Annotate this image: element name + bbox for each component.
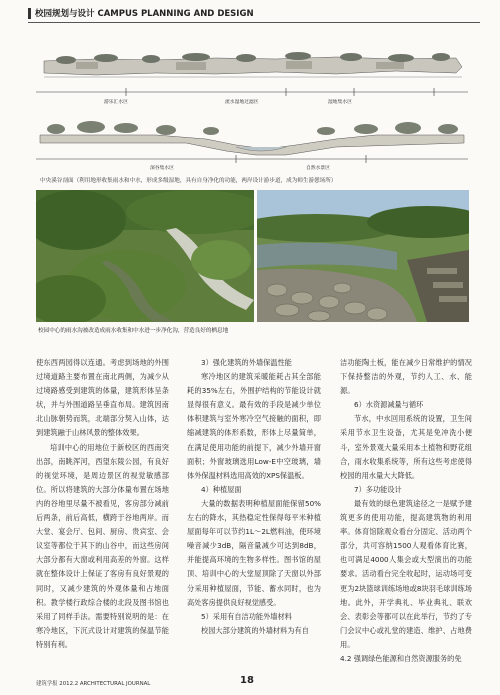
valley-section-drawing xyxy=(36,47,468,187)
section-heading: 4.2 强调绿色能源和自然资源服务的免 xyxy=(340,653,462,663)
subheading: 3）强化建筑的外墙保温性能 xyxy=(201,358,292,367)
zone-label-5: 自然水景区 xyxy=(306,166,330,171)
journal-name: 建筑学报 2012.2 ARCHITECTURAL JOURNAL xyxy=(36,681,151,687)
paragraph: 寒冷地区的建筑采暖能耗占其全部能耗的35%左右，外围护结构的节能设计就显得很有意义。最有效的手段是减少单位体积建筑与室外寒冷空气接触的面积，即缩减建筑的体形系数，形体上尽量简单，在满足使用功能的前提下，减少外墙开窗面积；外窗玻璃选用Low-E中空玻璃，墙体外保温材料选用高效的XPS保温板。 xyxy=(187,372,321,480)
paragraph: 校园大部分建筑的外墙材料为有自 xyxy=(201,625,309,635)
photo-stone-channel xyxy=(257,190,469,322)
paragraph: 使东西两园得以连通。考虑到场地的外围过境道路主要布置在南北两侧，为减少从过境路感受到建筑的体量，建筑形体呈条状，并与外围道路呈垂直布局。建筑因南北山脉朝势而筑，北端部分契入山体，达到建筑融于山林风景的整体效果。 xyxy=(36,358,169,438)
header-bar xyxy=(28,8,31,19)
photo-wetland-aerial xyxy=(36,190,254,322)
paragraph: 培训中心的用地位于新校区的西南突出部，南眺浑河，西望东陵公园，有良好的视觉环境，是周边景区的视觉敏感部位。所以将建筑的大部分体量布置在场地内的谷地里尽量不被看见，客房部分减前后两条，前后高低，横跨于谷地两岸。而大堂、宴会厅、包间、厨房、贵宾室、会议室等都位于其下的山谷中，而这些房间大部分都有大窗或利用高差的外窗。这样就在整体设计上保证了客房有良好景观的同时，又减少建筑的外观体量和占地面积。教学楼行政综合楼的北段及图书馆也采用了同样手法。需要特别说明的是：在寒冷地区，下沉式设计对建筑的保温节能特别有利。 xyxy=(36,442,169,649)
body-text xyxy=(36,356,470,668)
zone-label-4: 深谷集水区 xyxy=(150,166,174,171)
header-rule xyxy=(28,22,480,23)
zone-label-1: 游乐汇水区 xyxy=(104,100,128,105)
zone-label-3: 湿地集水区 xyxy=(328,100,352,105)
column-1 xyxy=(36,356,169,652)
zone-label-2: 流水湿地过滤区 xyxy=(225,100,259,105)
page-number: 18 xyxy=(240,675,254,686)
paragraph: 最有效的绿色建筑途径之一是赋予建筑更多的使用功能，提高建筑物的利用率。体育馆除观众看台分固定、活动两个部分，共可容纳1500人观看体育比赛，也可满足4000人集会或大型演出的功能要求。活动看台完全收起时，运动场可变更为2块篮球训练场地或8块羽毛球训练场地。此外，开学典礼、毕业典礼、联欢会、表彰会等都可以在此举行，节约了专门会议中心或礼堂的建造、维护、占地费用。 xyxy=(340,498,472,649)
column-3 xyxy=(340,356,472,666)
page-header xyxy=(28,6,480,22)
subheading: 4）种植屋面 xyxy=(201,484,242,494)
paragraph: 洁功能陶土板，能在减少日常维护的情况下保持整洁的外观，节约人工、水、能源。 xyxy=(340,358,472,396)
subheading: 6）水资源减量与循环 xyxy=(354,400,424,410)
subheading: 5）采用有自洁功能外墙材料 xyxy=(201,611,292,621)
page-footer xyxy=(36,677,466,689)
paragraph: 大量的数据表明种植屋面能保留50%左右的降水，其热稳定性保得每平米种植屋面每年可以节约1L～2L燃料油，使环境噪音减少3dB，隔音量减少可达到8dB，并能提高环境的生物多样性。图书馆的屋顶、培训中心的大堂屋顶除了天窗以外部分采用种植屋面，节能、蓄水同时，也为高处客房提供良好视觉感受。 xyxy=(187,498,321,607)
paragraph: 节水，中水回用系统的设置，卫生间采用节水卫生设备，尤其是免冲洗小便斗，室外景观大量采用本土植物和野花组合，雨水收集系统等，所有这些考虑使得校园的用水量大大降低。 xyxy=(340,414,472,480)
subheading: 7）多功能设计 xyxy=(354,484,402,494)
header-title: 校园规划与设计 CAMPUS PLANNING AND DESIGN xyxy=(35,9,254,19)
column-2 xyxy=(187,356,321,638)
figure2-caption: 校园中心的雨水沟被改造成雨水收集和中水进一步净化沟，营造良好的栖息地 xyxy=(38,328,229,334)
figure1-caption: 中央溪谷剖面（利用地形收集雨水和中水，形成多级湿地，具有自身净化的功能，两岸设计游步道，成为师生游憩场所） xyxy=(40,178,337,184)
